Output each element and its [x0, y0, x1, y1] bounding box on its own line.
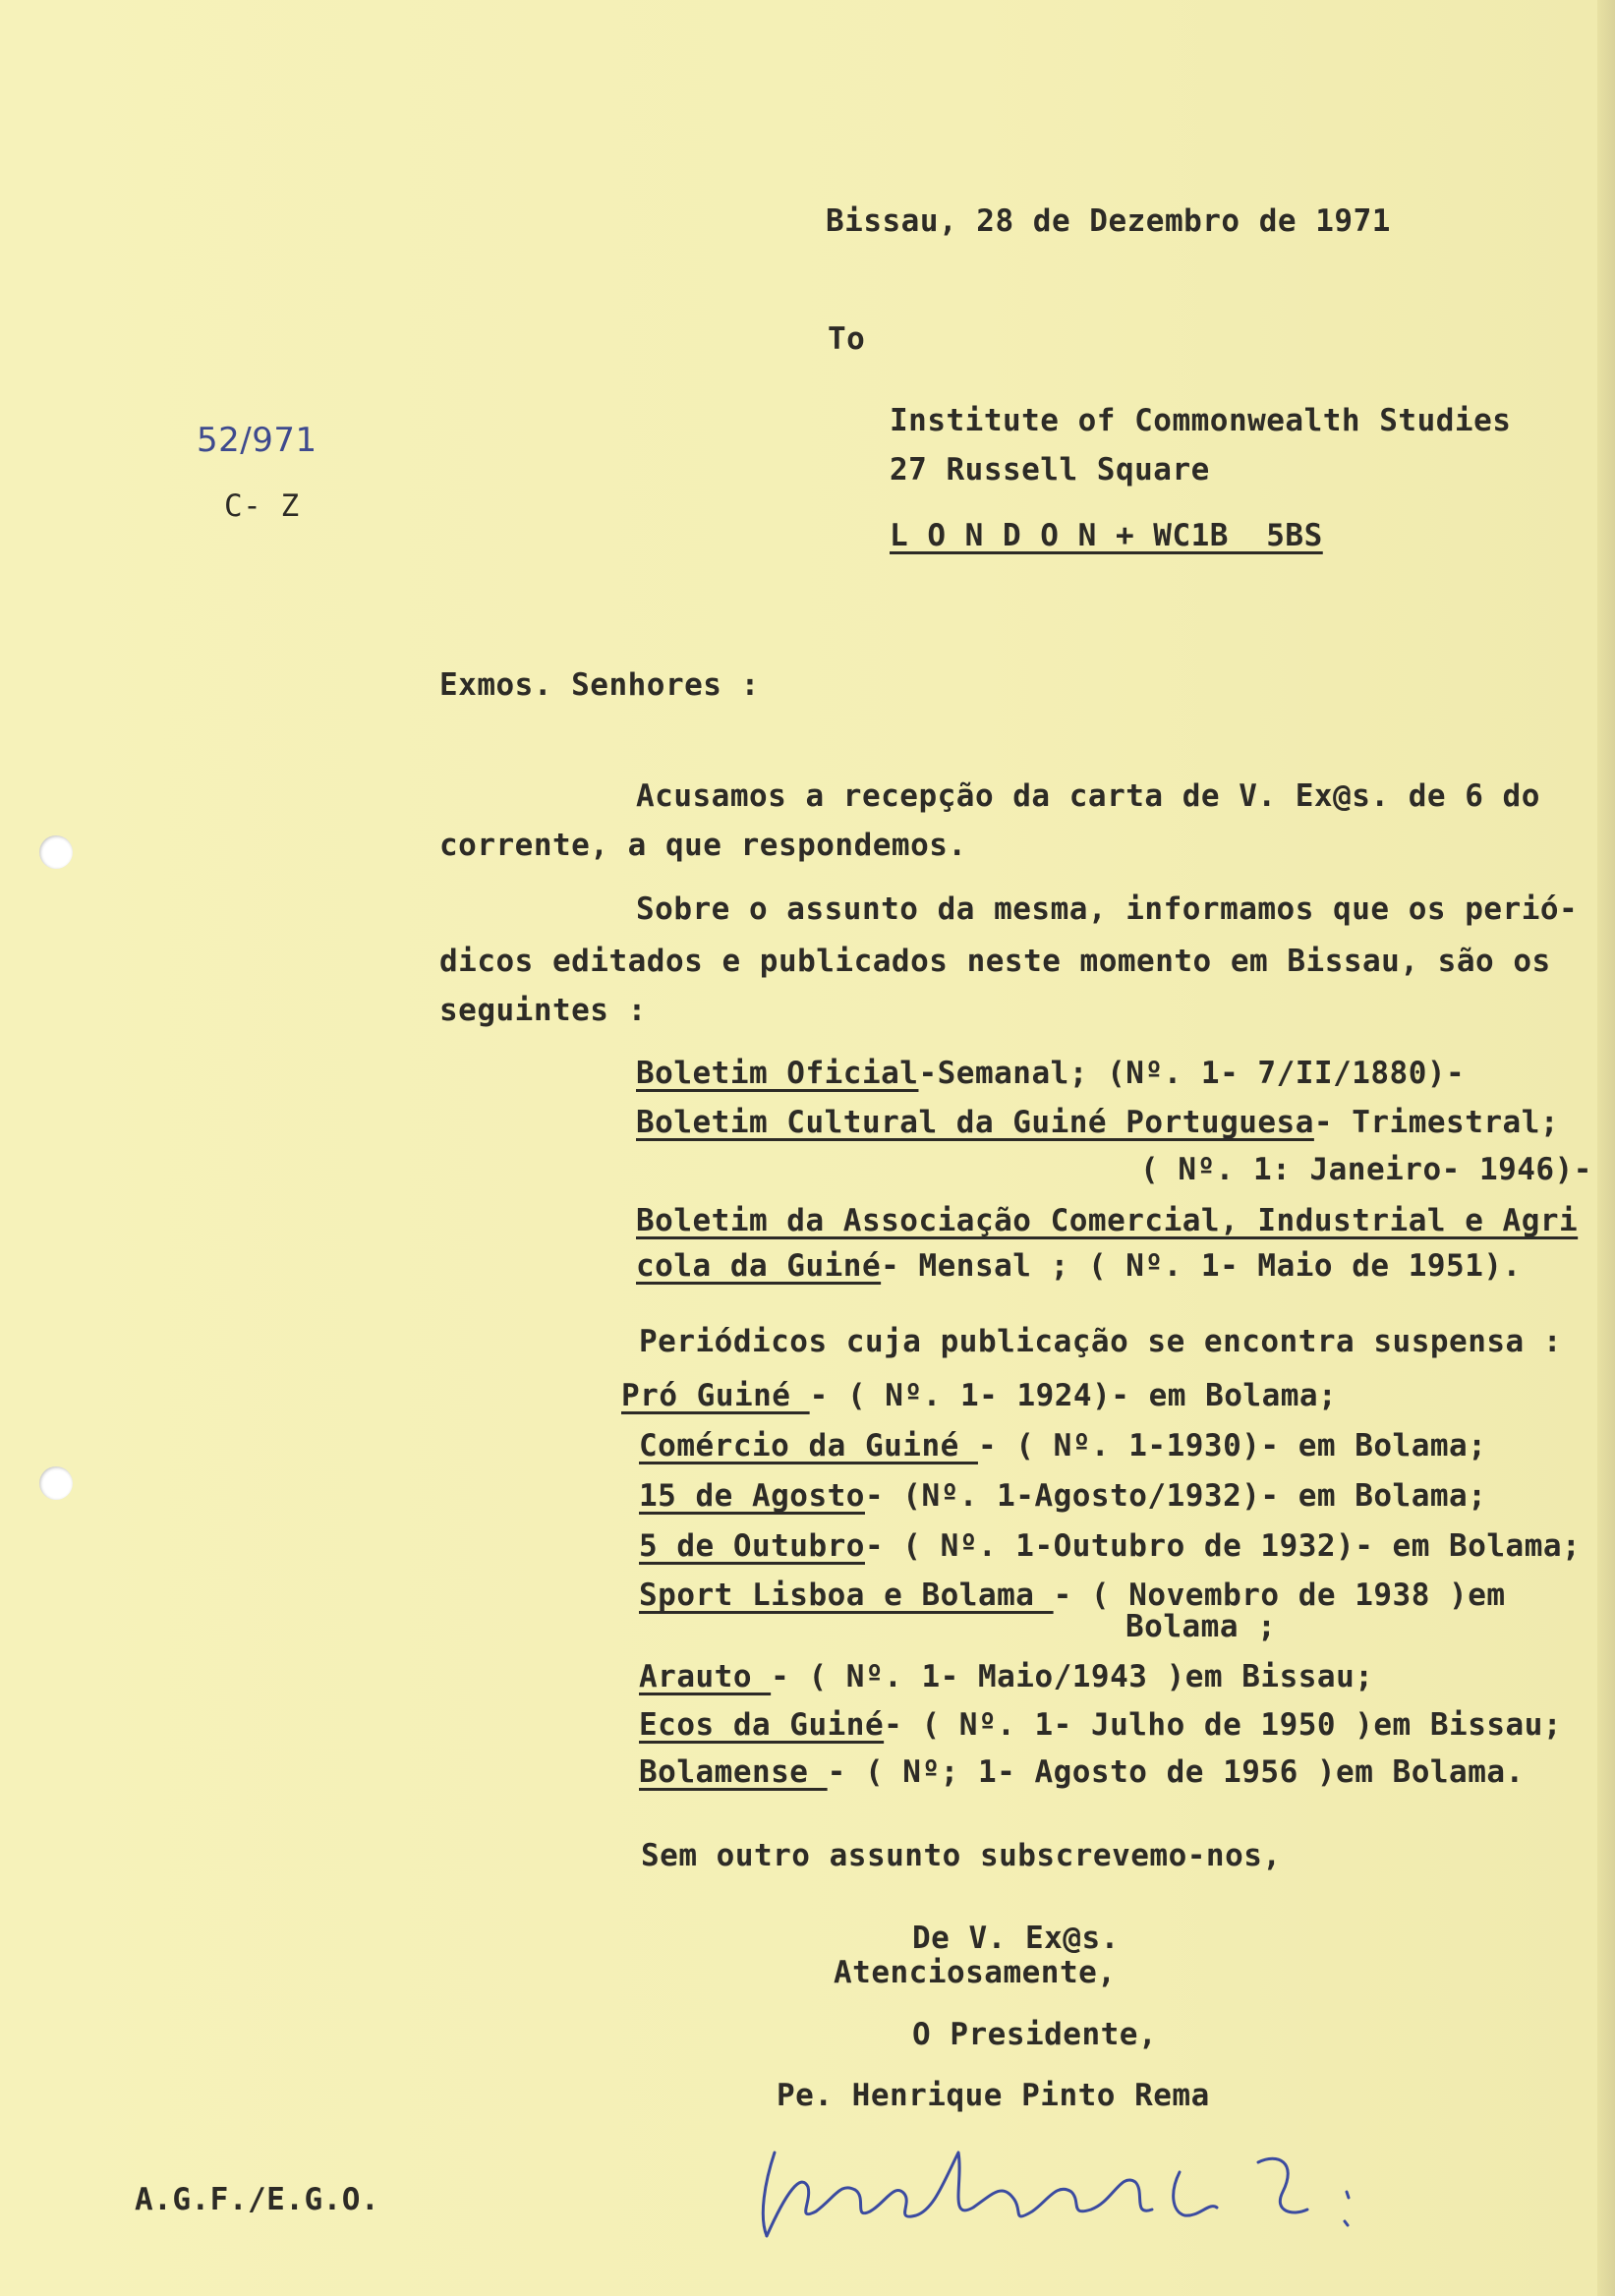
- signer-title: O Presidente,: [912, 2017, 1158, 2052]
- body-p2-line3: seguintes :: [439, 993, 647, 1028]
- list-item: Pró Guiné - ( Nº. 1- 1924)- em Bolama;: [621, 1378, 1338, 1413]
- body-p2-line1: Sobre o assunto da mesma, informamos que os perió-: [636, 891, 1579, 927]
- paper-edge: [1597, 0, 1615, 2296]
- list-item: ( Nº. 1: Janeiro- 1946)-: [1140, 1152, 1592, 1187]
- salutation: Exmos. Senhores :: [439, 667, 760, 703]
- list-item: Comércio da Guiné - ( Nº. 1-1930)- em Bolama;: [639, 1428, 1487, 1464]
- to-label: To: [828, 321, 866, 357]
- list-item: 15 de Agosto- (Nº. 1-Agosto/1932)- em Bolama;: [639, 1478, 1487, 1514]
- punch-hole-top: [39, 835, 73, 869]
- list-item: Bolamense - ( Nº; 1- Agosto de 1956 )em Bolama.: [639, 1754, 1525, 1790]
- body-p2-line2: dicos editados e publicados neste momento em Bissau, são os: [439, 944, 1551, 979]
- footer-initials: A.G.F./E.G.O.: [135, 2182, 380, 2217]
- address-line-3: L O N D O N + WC1B 5BS: [890, 518, 1323, 553]
- address-line-2: 27 Russell Square: [890, 452, 1210, 488]
- reference-number: 52/971: [197, 421, 317, 460]
- address-line-1: Institute of Commonwealth Studies: [890, 403, 1512, 438]
- suspended-heading: Periódicos cuja publicação se encontra suspensa :: [639, 1324, 1563, 1359]
- list-item: cola da Guiné- Mensal ; ( Nº. 1- Maio de 1951).: [636, 1248, 1522, 1284]
- list-item: 5 de Outubro- ( Nº. 1-Outubro de 1932)- em Bolama;: [639, 1528, 1582, 1564]
- reference-code: C- Z: [224, 488, 300, 524]
- list-item: Bolama ;: [1125, 1609, 1277, 1644]
- list-item: Sport Lisboa e Bolama - ( Novembro de 1938 )em: [639, 1578, 1506, 1613]
- closing-courtesy: De V. Ex@s.: [912, 1921, 1120, 1956]
- list-item: Arauto - ( Nº. 1- Maio/1943 )em Bissau;: [639, 1659, 1374, 1694]
- date-line: Bissau, 28 de Dezembro de 1971: [826, 203, 1391, 239]
- body-p1-line2: corrente, a que respondemos.: [439, 828, 967, 863]
- list-item: Boletim Cultural da Guiné Portuguesa- Trimestral;: [636, 1105, 1560, 1140]
- closing-regards: Atenciosamente,: [834, 1955, 1117, 1990]
- body-p1-line1: Acusamos a recepção da carta de V. Ex@s. de 6 do: [636, 778, 1540, 814]
- list-item: Boletim da Associação Comercial, Industrial e Agri: [636, 1203, 1579, 1238]
- list-item: Ecos da Guiné- ( Nº. 1- Julho de 1950 )em Bissau;: [639, 1707, 1563, 1743]
- list-item: Boletim Oficial-Semanal; (Nº. 1- 7/II/1880)-: [636, 1056, 1466, 1091]
- punch-hole-bottom: [39, 1466, 73, 1500]
- signer-name: Pe. Henrique Pinto Rema: [777, 2078, 1210, 2113]
- handwritten-signature: [747, 2113, 1376, 2261]
- closing-line: Sem outro assunto subscrevemo-nos,: [641, 1838, 1282, 1873]
